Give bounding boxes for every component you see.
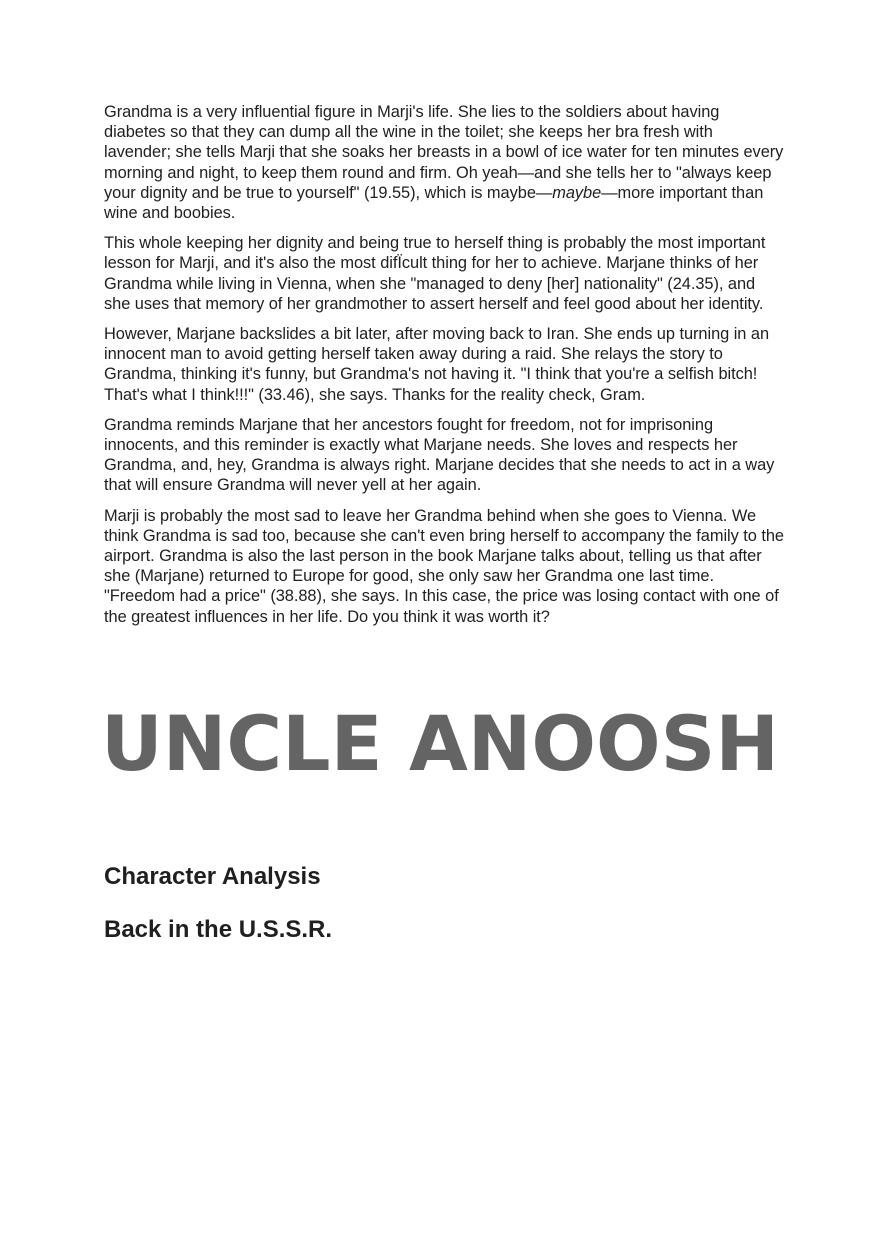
back-in-ussr-heading: Back in the U.S.S.R. xyxy=(104,916,333,943)
paragraph-backslide: However, Marjane backslides a bit later, after moving back to Iran. She ends up turning in an innocent man to avoid getting herself taken away during a raid. She relays the story to Grandma, thinking it's funny, but Grandma's not having it. "I think that you're a selfish bitch! That's what I think!!!" (33.46), she says. Thanks for the reality check, Gram. xyxy=(104,325,770,404)
character-analysis-heading: Character Analysis xyxy=(104,863,321,890)
section-title: UNCLE ANOOSH xyxy=(101,699,779,788)
paragraph-ancestors: Grandma reminds Marjane that her ancestors fought for freedom, not for imprisoning innocents, and this reminder is exactly what Marjane needs. She loves and respects her Grandma, and, hey, Grandma is always right. Marjane decides that she needs to act in a way that will ensure Grandma will never yell at her again. xyxy=(104,415,775,495)
body-text-column xyxy=(104,102,784,637)
paragraph-grandma-influence xyxy=(104,102,784,223)
paragraph-dignity: This whole keeping her dignity and being true to herself thing is probably the most important lesson for Marji, and it's also the most difÏcult thing for her to achieve. Marjane thinks of her Grandma while living in Vienna, when she "managed to deny [her] nationality" (24.35), and she uses that memory of her grandmother to assert herself and feel good about her identity. xyxy=(104,234,766,313)
paragraph-1-text-end: —more important than wine and boobies. xyxy=(104,183,764,223)
paragraph-1-emphasis: maybe xyxy=(552,183,602,202)
paragraph-1-text: Grandma is a very influential figure in Marji's life. She lies to the soldiers about having diabetes so that they can dump all the wine in the toilet; she keeps her bra fresh with lavender; she tells Marji that she soaks her breasts in a bowl of ice water for ten minutes every morning and night, to keep them round and firm. Oh yeah—and she tells her to "always keep your dignity and be true to yourself" (19.55), which is maybe— xyxy=(104,103,784,202)
paragraph-leaving-grandma: Marji is probably the most sad to leave her Grandma behind when she goes to Vienna. We think Grandma is sad too, because she can't even bring herself to accompany the family to the airport. Grandma is also the last person in the book Marjane talks about, telling us that after she (Marjane) returned to Europe for good, she only saw her Grandma one last time. "Freedom had a price" (38.88), she says. In this case, the price was losing contact with one of the greatest influences in her life. Do you think it was worth it? xyxy=(104,506,784,626)
